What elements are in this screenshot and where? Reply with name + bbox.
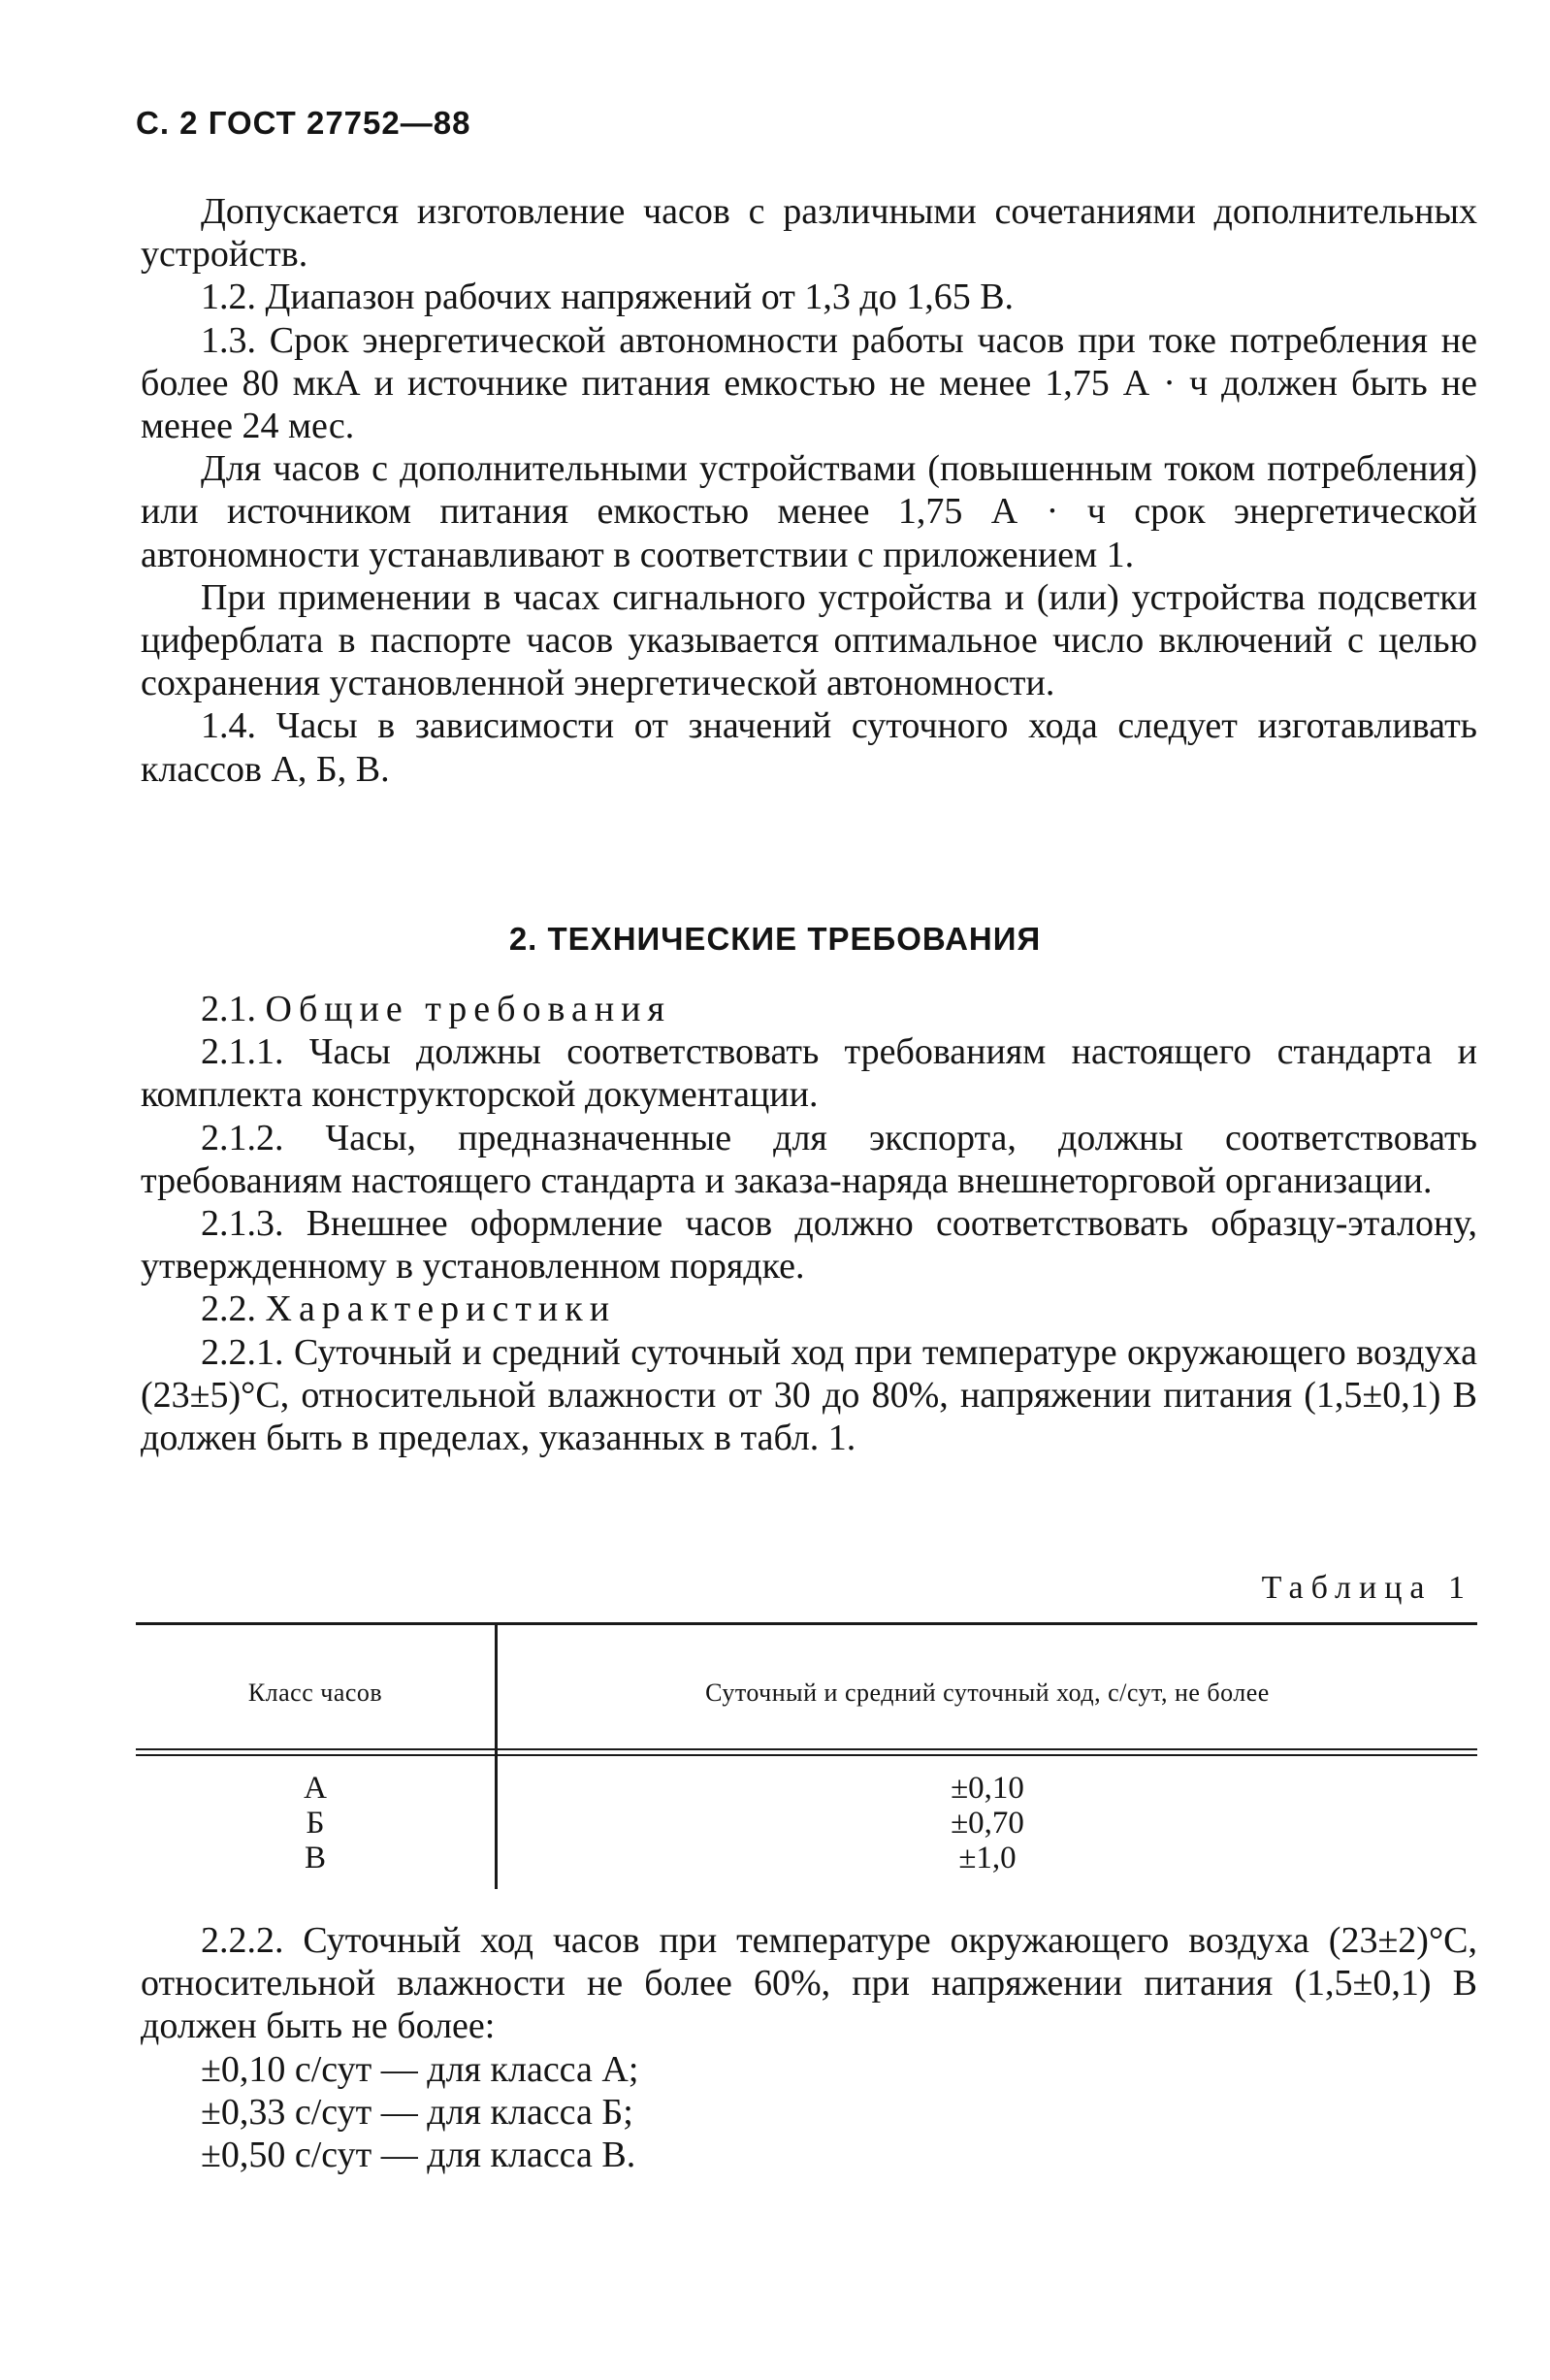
table-top-rule [136, 1622, 1477, 1625]
table-header-rule-2 [136, 1754, 1477, 1756]
intro-text-block [141, 190, 1477, 791]
paragraph-additional-devices: Допускается изготовление часов с различными сочетаниями дополнительных устройств. [141, 191, 1477, 276]
subsection-2-2-heading [141, 1288, 1477, 1330]
accuracy-table [136, 1622, 1477, 1899]
subsection-2-2-number: 2.2. [201, 1288, 256, 1330]
table-row-class: В [304, 1841, 326, 1875]
list-item: ±0,33 с/сут — для класса Б; [201, 2091, 633, 2133]
requirements-text-block [141, 988, 1477, 1459]
rate-text-block [141, 1919, 1477, 2176]
paragraph-1-4: 1.4. Часы в зависимости от значений суточного хода следует изготавливать классов А, Б, В. [141, 705, 1477, 790]
table-header-class: Класс часов [247, 1679, 383, 1707]
subsection-2-1-title: Общие требования [265, 989, 671, 1029]
subsection-2-2-title: Характеристики [265, 1288, 617, 1330]
paragraph-2-1-3: 2.1.3. Внешнее оформление часов должно соответствовать образцу-эталону, утвержденному в установленном порядке. [141, 1203, 1477, 1288]
table-row-value: ±0,70 [951, 1806, 1024, 1841]
section-title: 2. ТЕХНИЧЕСКИЕ ТРЕБОВАНИЯ [508, 921, 1042, 957]
subsection-2-1-number: 2.1. [201, 989, 256, 1029]
list-item: ±0,50 с/сут — для класса В. [201, 2135, 636, 2176]
list-item: ±0,10 с/сут — для класса А; [201, 2048, 639, 2090]
paragraph-2-1-1: 2.1.1. Часы должны соответствовать требованиям настоящего стандарта и комплекта конструкторской документации. [141, 1031, 1477, 1116]
paragraph-2-1-2: 2.1.2. Часы, предназначенные для экспорта, должны соответствовать требованиям настоящего стандарта и заказа-наряда внешнеторговой организации. [141, 1117, 1477, 1201]
paragraph-autonomy-extra: Для часов с дополнительными устройствами (повышенным током потребления) или источником питания емкостью менее 1,75 А · ч срок энергетической автономности устанавливают в соответствии с приложением 1. [141, 448, 1477, 575]
page-header: С. 2 ГОСТ 27752—88 [136, 105, 471, 141]
table-header-rate: Суточный и средний суточный ход, с/сут, не более [705, 1679, 1270, 1707]
table-row-value: ±0,10 [951, 1771, 1024, 1806]
table-row-class: А [304, 1771, 327, 1806]
subsection-2-1-heading [141, 988, 1477, 1030]
table-header-rule-1 [136, 1748, 1477, 1750]
paragraph-signal-device: При применении в часах сигнального устройства и (или) устройства подсветки циферблата в паспорте часов указывается оптимальное число включений с целью сохранения установленной энергетической автономности. [141, 576, 1477, 704]
paragraph-2-2-1: 2.2.1. Суточный и средний суточный ход при температуре окружающего воздуха (23±5)°С, относительной влажности от 30 до 80%, напряжении питания (1,5±0,1) В должен быть в пределах, указанных в табл. 1. [141, 1331, 1477, 1459]
paragraph-2-2-2: 2.2.2. Суточный ход часов при температуре окружающего воздуха (23±2)°С, относительной влажности не более 60%, при напряжении питания (1,5±0,1) В должен быть не более: [141, 1920, 1477, 2047]
paragraph-1-2: 1.2. Диапазон рабочих напряжений от 1,3 до 1,65 В. [201, 277, 1015, 318]
table-value-column [498, 1771, 1477, 1875]
paragraph-1-3: 1.3. Срок энергетической автономности работы часов при токе потребления не более 80 мкА и источнике питания емкостью не менее 1,75 А · ч должен быть не менее 24 мес. [141, 319, 1477, 447]
table-class-column [136, 1771, 495, 1875]
table-row-value: ±1,0 [958, 1841, 1017, 1875]
table-caption: Таблица 1 [1261, 1570, 1472, 1606]
table-row-class: Б [306, 1806, 325, 1841]
